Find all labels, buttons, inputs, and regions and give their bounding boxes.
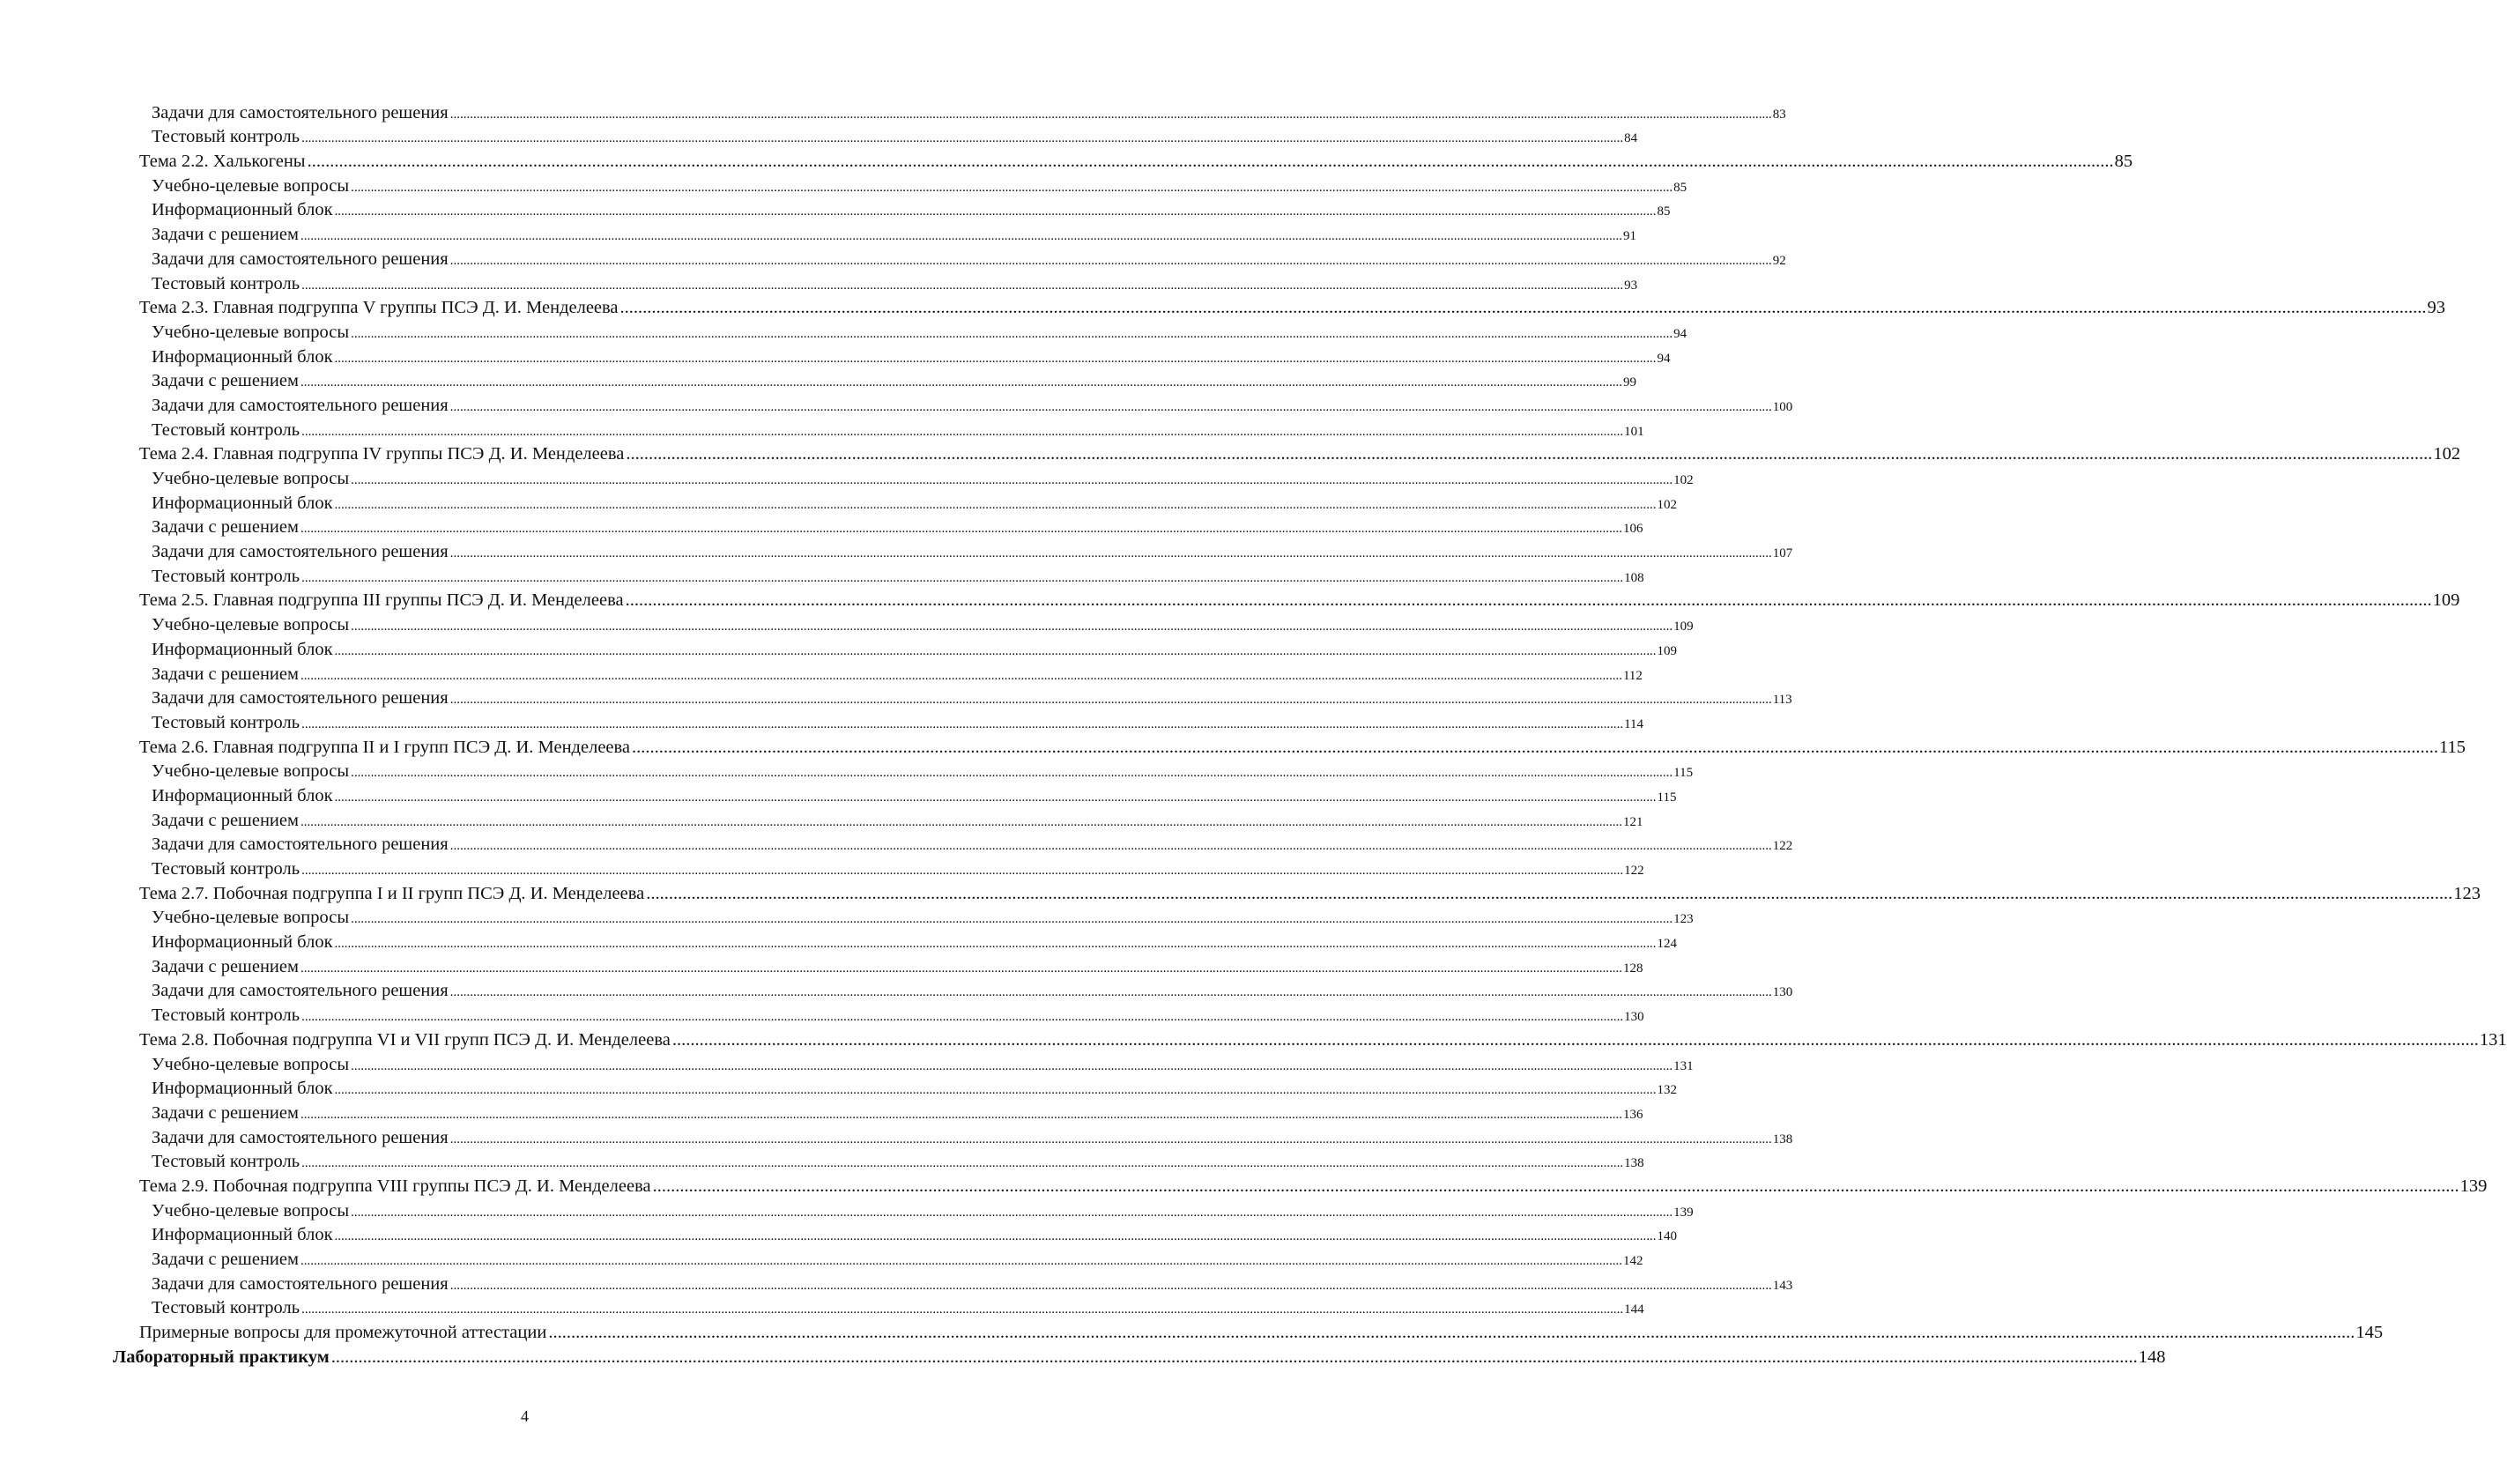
toc-entry[interactable] bbox=[152, 660, 1643, 685]
toc-entry-title: Задачи для самостоятельного решения bbox=[152, 688, 449, 709]
toc-entry-title: Задачи с решением bbox=[152, 225, 299, 245]
toc-entry-title: Тема 2.6. Главная подгруппа II и I групп ПСЭ Д. И. Менделеева bbox=[139, 737, 631, 757]
toc-leader-dots: ................................................................................................................................................................................................................................................................................................................................................................................................................ bbox=[301, 570, 1624, 585]
toc-entry-title: Тестовый контроль bbox=[152, 712, 300, 732]
toc-entry[interactable] bbox=[152, 977, 1793, 1002]
toc-leader-dots: ................................................................................................................................................................................................................................................................................................................................................................................................................ bbox=[300, 668, 1622, 683]
toc-entry[interactable] bbox=[152, 1099, 1643, 1124]
toc-leader-dots: ................................................................................................................................................................................................................................................................................................................................................................................................................ bbox=[334, 937, 1657, 952]
toc-leader-dots: ................................................................................................................................................................................................................................................................................................................................................................................................................ bbox=[300, 1254, 1622, 1268]
toc-entry[interactable] bbox=[152, 489, 1678, 514]
toc-entry-title: Информационный блок bbox=[152, 1225, 333, 1245]
toc-leader-dots: ................................................................................................................................................................................................................................................................................................................................................................................................................ bbox=[626, 444, 2433, 464]
toc-entry-title: Задачи для самостоятельного решения bbox=[152, 835, 449, 855]
toc-entry-title: Информационный блок bbox=[152, 1079, 333, 1099]
toc-leader-dots: ................................................................................................................................................................................................................................................................................................................................................................................................................ bbox=[351, 1205, 1673, 1220]
toc-leader-dots: ................................................................................................................................................................................................................................................................................................................................................................................................................ bbox=[301, 278, 1624, 293]
toc-leader-dots: ................................................................................................................................................................................................................................................................................................................................................................................................................ bbox=[671, 1029, 2479, 1050]
toc-entry[interactable] bbox=[139, 1026, 2507, 1050]
toc-entry[interactable] bbox=[152, 953, 1643, 977]
toc-entry-title: Тестовый контроль bbox=[152, 273, 300, 293]
toc-entry-page: 101 bbox=[1624, 424, 1644, 439]
toc-entry-page: 132 bbox=[1657, 1083, 1678, 1098]
toc-leader-dots: ................................................................................................................................................................................................................................................................................................................................................................................................................ bbox=[301, 1010, 1624, 1025]
toc-entry-page: 109 bbox=[1657, 643, 1678, 658]
toc-entry-title: Тестовый контроль bbox=[152, 419, 300, 440]
toc-entry-page: 93 bbox=[2427, 298, 2446, 318]
toc-entry-title: Информационный блок bbox=[152, 493, 333, 513]
toc-leader-dots: ................................................................................................................................................................................................................................................................................................................................................................................................................ bbox=[300, 814, 1622, 829]
toc-entry-title: Информационный блок bbox=[152, 932, 333, 953]
toc-leader-dots: ................................................................................................................................................................................................................................................................................................................................................................................................................ bbox=[449, 107, 1772, 122]
toc-entry-title: Задачи с решением bbox=[152, 956, 299, 976]
toc-entry-title: Тема 2.9. Побочная подгруппа VIII группы ПСЭ Д. И. Менделеева bbox=[139, 1176, 651, 1196]
toc-entry[interactable] bbox=[152, 709, 1644, 733]
toc-leader-dots: ................................................................................................................................................................................................................................................................................................................................................................................................................ bbox=[449, 546, 1772, 561]
toc-entry-title: Тестовый контроль bbox=[152, 1152, 300, 1172]
toc-entry[interactable] bbox=[152, 1050, 1694, 1075]
toc-entry[interactable] bbox=[152, 1295, 1644, 1319]
toc-leader-dots: ................................................................................................................................................................................................................................................................................................................................................................................................................ bbox=[351, 912, 1673, 927]
toc-entry[interactable] bbox=[152, 514, 1643, 538]
toc-entry-title: Учебно-целевые вопросы bbox=[152, 908, 350, 928]
toc-entry[interactable] bbox=[152, 1124, 1793, 1148]
toc-entry-page: 130 bbox=[1772, 985, 1793, 1000]
toc-entry-page: 85 bbox=[2114, 152, 2133, 172]
toc-entry-title: Тема 2.8. Побочная подгруппа VI и VII групп ПСЭ Д. И. Менделеева bbox=[139, 1029, 671, 1050]
toc-entry-page: 94 bbox=[1673, 326, 1687, 341]
toc-entry-page: 106 bbox=[1622, 522, 1643, 537]
toc-entry-title: Задачи с решением bbox=[152, 810, 299, 830]
toc-entry[interactable] bbox=[152, 806, 1643, 831]
toc-leader-dots: ................................................................................................................................................................................................................................................................................................................................................................................................................ bbox=[351, 473, 1673, 487]
toc-entry-page: 139 bbox=[1673, 1205, 1694, 1220]
toc-entry-title: Тестовый контроль bbox=[152, 127, 300, 147]
toc-entry-page: 144 bbox=[1624, 1302, 1644, 1317]
toc-entry[interactable] bbox=[152, 343, 1671, 367]
toc-entry[interactable] bbox=[152, 758, 1694, 783]
toc-entry[interactable] bbox=[152, 904, 1694, 929]
toc-leader-dots: ................................................................................................................................................................................................................................................................................................................................................................................................................ bbox=[351, 180, 1673, 195]
toc-entry[interactable] bbox=[139, 147, 2133, 172]
toc-entry-title: Учебно-целевые вопросы bbox=[152, 615, 350, 635]
toc-entry-title: Задачи с решением bbox=[152, 1250, 299, 1269]
toc-leader-dots: ................................................................................................................................................................................................................................................................................................................................................................................................................ bbox=[351, 620, 1673, 634]
toc-entry-page: 100 bbox=[1772, 399, 1793, 414]
toc-entry-page: 142 bbox=[1622, 1254, 1643, 1268]
toc-entry-page: 99 bbox=[1622, 375, 1636, 390]
toc-entry-page: 115 bbox=[1673, 766, 1694, 781]
toc-entry-page: 109 bbox=[2432, 590, 2460, 611]
toc-entry-title: Задачи для самостоятельного решения bbox=[152, 1273, 449, 1294]
toc-leader-dots: ................................................................................................................................................................................................................................................................................................................................................................................................................ bbox=[301, 864, 1624, 878]
toc-leader-dots: ................................................................................................................................................................................................................................................................................................................................................................................................................ bbox=[646, 883, 2453, 903]
toc-leader-dots: ................................................................................................................................................................................................................................................................................................................................................................................................................ bbox=[632, 737, 2439, 757]
toc-entry[interactable] bbox=[152, 99, 1786, 123]
toc-leader-dots: ................................................................................................................................................................................................................................................................................................................................................................................................................ bbox=[301, 424, 1624, 439]
toc-entry[interactable] bbox=[152, 391, 1793, 416]
toc-entry[interactable] bbox=[152, 562, 1644, 587]
toc-entry-title: Тема 2.3. Главная подгруппа V группы ПСЭ Д. И. Менделеева bbox=[139, 298, 619, 318]
toc-entry-page: 122 bbox=[1624, 864, 1644, 878]
toc-leader-dots: ................................................................................................................................................................................................................................................................................................................................................................................................................ bbox=[300, 229, 1622, 244]
toc-entry-page: 138 bbox=[1624, 1156, 1644, 1171]
toc-entry[interactable] bbox=[152, 1197, 1694, 1221]
toc-entry[interactable] bbox=[152, 245, 1786, 270]
toc-entry-page: 148 bbox=[2138, 1347, 2166, 1367]
toc-entry-page: 143 bbox=[1772, 1278, 1793, 1293]
toc-entry[interactable] bbox=[152, 538, 1793, 562]
toc-entry[interactable] bbox=[152, 1245, 1643, 1270]
toc-leader-dots: ................................................................................................................................................................................................................................................................................................................................................................................................................ bbox=[351, 326, 1673, 341]
toc-leader-dots: ................................................................................................................................................................................................................................................................................................................................................................................................................ bbox=[334, 497, 1657, 512]
toc-entry[interactable] bbox=[152, 782, 1677, 806]
toc-leader-dots: ................................................................................................................................................................................................................................................................................................................................................................................................................ bbox=[334, 643, 1657, 658]
toc-entry-title: Учебно-целевые вопросы bbox=[152, 761, 350, 782]
toc-entry[interactable] bbox=[152, 464, 1694, 489]
toc-entry[interactable] bbox=[152, 685, 1792, 709]
toc-entry-page: 121 bbox=[1622, 814, 1643, 829]
toc-entry-page: 114 bbox=[1624, 716, 1644, 731]
toc-entry-page: 123 bbox=[1673, 912, 1694, 927]
toc-leader-dots: ................................................................................................................................................................................................................................................................................................................................................................................................................ bbox=[300, 522, 1622, 537]
toc-entry[interactable] bbox=[152, 197, 1671, 221]
toc-entry-title: Тестовый контроль bbox=[152, 1298, 300, 1318]
toc-entry-page: 128 bbox=[1622, 961, 1643, 976]
toc-entry[interactable] bbox=[152, 1270, 1793, 1295]
toc-entry[interactable] bbox=[139, 879, 2481, 904]
toc-entry-page: 130 bbox=[1624, 1010, 1644, 1025]
toc-entry[interactable] bbox=[139, 587, 2460, 612]
toc-entry-page: 113 bbox=[1772, 693, 1792, 708]
toc-entry-title: Тестовый контроль bbox=[152, 1005, 300, 1026]
toc-entry-title: Задачи для самостоятельного решения bbox=[152, 395, 449, 415]
toc-entry-page: 85 bbox=[1657, 204, 1671, 219]
toc-entry-title: Примерные вопросы для промежуточной аттестации bbox=[139, 1323, 547, 1343]
toc-entry[interactable] bbox=[152, 367, 1636, 392]
toc-entry[interactable] bbox=[139, 1318, 2384, 1343]
toc-entry-title: Учебно-целевые вопросы bbox=[152, 1200, 350, 1221]
toc-entry-page: 92 bbox=[1772, 253, 1786, 268]
toc-entry[interactable] bbox=[152, 416, 1644, 441]
toc-leader-dots: ................................................................................................................................................................................................................................................................................................................................................................................................................ bbox=[334, 351, 1657, 366]
toc-entry-title: Информационный блок bbox=[152, 200, 333, 220]
toc-leader-dots: ................................................................................................................................................................................................................................................................................................................................................................................................................ bbox=[300, 961, 1622, 976]
toc-leader-dots: ................................................................................................................................................................................................................................................................................................................................................................................................................ bbox=[300, 1107, 1622, 1122]
toc-leader-dots: ................................................................................................................................................................................................................................................................................................................................................................................................................ bbox=[301, 131, 1624, 146]
toc-entry[interactable] bbox=[152, 831, 1793, 856]
toc-entry[interactable] bbox=[152, 172, 1687, 197]
toc-entry-title: Тема 2.7. Побочная подгруппа I и II групп ПСЭ Д. И. Менделеева bbox=[139, 883, 645, 903]
page-number: 4 bbox=[521, 1407, 529, 1425]
toc-entry-page: 138 bbox=[1772, 1132, 1793, 1146]
toc-entry-page: 109 bbox=[1673, 620, 1694, 634]
toc-entry-title: Задачи для самостоятельного решения bbox=[152, 542, 449, 562]
toc-entry-page: 112 bbox=[1622, 668, 1643, 683]
toc-entry-page: 91 bbox=[1622, 229, 1636, 244]
toc-entry-page: 108 bbox=[1624, 570, 1644, 585]
toc-entry[interactable] bbox=[152, 1148, 1644, 1173]
toc-entry-page: 140 bbox=[1657, 1229, 1678, 1244]
toc-entry[interactable] bbox=[152, 1001, 1644, 1026]
toc-entry[interactable] bbox=[139, 294, 2446, 319]
toc-leader-dots: ................................................................................................................................................................................................................................................................................................................................................................................................................ bbox=[330, 1347, 2138, 1367]
toc-entry-page: 85 bbox=[1673, 180, 1687, 195]
toc-entry-title: Задачи для самостоятельного решения bbox=[152, 102, 449, 122]
toc-entry-page: 145 bbox=[2355, 1323, 2384, 1343]
toc-leader-dots: ................................................................................................................................................................................................................................................................................................................................................................................................................ bbox=[449, 985, 1772, 1000]
toc-entry-title: Информационный блок bbox=[152, 346, 333, 367]
toc-entry[interactable] bbox=[139, 1172, 2488, 1197]
toc-entry[interactable] bbox=[152, 611, 1694, 635]
toc-leader-dots: ................................................................................................................................................................................................................................................................................................................................................................................................................ bbox=[300, 375, 1622, 390]
toc-entry-title: Информационный блок bbox=[152, 639, 333, 659]
toc-entry-page: 124 bbox=[1657, 937, 1678, 952]
toc-leader-dots: ................................................................................................................................................................................................................................................................................................................................................................................................................ bbox=[652, 1176, 2459, 1196]
toc-entry-page: 107 bbox=[1772, 546, 1793, 561]
toc-entry[interactable] bbox=[152, 1221, 1678, 1246]
toc-leader-dots: ................................................................................................................................................................................................................................................................................................................................................................................................................ bbox=[449, 693, 1772, 708]
toc-entry-title: Тестовый контроль bbox=[152, 566, 300, 586]
toc-entry-title: Информационный блок bbox=[152, 785, 333, 805]
toc-entry-title: Учебно-целевые вопросы bbox=[152, 175, 350, 196]
toc-entry-page: 102 bbox=[1673, 473, 1694, 487]
toc-entry-title: Учебно-целевые вопросы bbox=[152, 322, 350, 342]
toc-entry-title: Тема 2.4. Главная подгруппа IV группы ПСЭ Д. И. Менделеева bbox=[139, 444, 625, 464]
toc-entry[interactable] bbox=[152, 928, 1678, 953]
toc-entry-title: Задачи для самостоятельного решения bbox=[152, 1127, 449, 1147]
toc-entry[interactable] bbox=[152, 318, 1687, 343]
toc-leader-dots: ................................................................................................................................................................................................................................................................................................................................................................................................................ bbox=[301, 1156, 1624, 1171]
toc-leader-dots: ................................................................................................................................................................................................................................................................................................................................................................................................................ bbox=[449, 253, 1772, 268]
toc-entry-page: 115 bbox=[2439, 737, 2466, 757]
toc-entry-page: 122 bbox=[1772, 839, 1793, 854]
toc-entry-page: 102 bbox=[2433, 444, 2461, 464]
toc-entry[interactable] bbox=[152, 855, 1644, 879]
toc-entry[interactable] bbox=[113, 1343, 2166, 1368]
toc-entry-page: 102 bbox=[1657, 497, 1678, 512]
toc-leader-dots: ................................................................................................................................................................................................................................................................................................................................................................................................................ bbox=[334, 1083, 1657, 1098]
toc-leader-dots: ................................................................................................................................................................................................................................................................................................................................................................................................................ bbox=[449, 1278, 1772, 1293]
toc-entry-title: Задачи для самостоятельного решения bbox=[152, 981, 449, 1001]
toc-entry[interactable] bbox=[152, 220, 1636, 245]
toc-entry-page: 94 bbox=[1657, 351, 1671, 366]
toc-entry-page: 115 bbox=[1657, 790, 1677, 805]
toc-entry-page: 84 bbox=[1624, 131, 1638, 146]
toc-entry-title: Учебно-целевые вопросы bbox=[152, 1054, 350, 1074]
toc-leader-dots: ................................................................................................................................................................................................................................................................................................................................................................................................................ bbox=[351, 1058, 1673, 1073]
toc-entry-title: Учебно-целевые вопросы bbox=[152, 469, 350, 488]
toc-leader-dots: ................................................................................................................................................................................................................................................................................................................................................................................................................ bbox=[307, 152, 2114, 172]
toc-leader-dots: ................................................................................................................................................................................................................................................................................................................................................................................................................ bbox=[301, 716, 1624, 731]
toc-entry-title: Тема 2.2. Халькогены bbox=[139, 152, 306, 172]
toc-leader-dots: ................................................................................................................................................................................................................................................................................................................................................................................................................ bbox=[334, 1229, 1657, 1244]
toc-entry-title: Задачи с решением bbox=[152, 1102, 299, 1123]
toc-entry-page: 139 bbox=[2459, 1176, 2488, 1196]
toc-leader-dots: ................................................................................................................................................................................................................................................................................................................................................................................................................ bbox=[301, 1302, 1624, 1317]
toc-entry[interactable] bbox=[139, 733, 2466, 758]
toc-entry-title: Задачи для самостоятельного решения bbox=[152, 249, 449, 269]
toc-entry[interactable] bbox=[152, 123, 1638, 148]
toc-leader-dots: ................................................................................................................................................................................................................................................................................................................................................................................................................ bbox=[449, 839, 1772, 854]
toc-entry-title: Задачи с решением bbox=[152, 371, 299, 391]
toc-entry[interactable] bbox=[152, 635, 1678, 660]
toc-leader-dots: ................................................................................................................................................................................................................................................................................................................................................................................................................ bbox=[625, 590, 2432, 611]
toc-entry-page: 123 bbox=[2453, 883, 2481, 903]
toc-entry-title: Тестовый контроль bbox=[152, 859, 300, 879]
toc-entry-page: 136 bbox=[1622, 1107, 1643, 1122]
toc-leader-dots: ................................................................................................................................................................................................................................................................................................................................................................................................................ bbox=[334, 204, 1657, 219]
toc-entry-title: Лабораторный практикум bbox=[113, 1347, 330, 1367]
toc-leader-dots: ................................................................................................................................................................................................................................................................................................................................................................................................................ bbox=[449, 1132, 1772, 1146]
toc-entry[interactable] bbox=[152, 1075, 1678, 1100]
toc-leader-dots: ................................................................................................................................................................................................................................................................................................................................................................................................................ bbox=[449, 399, 1772, 414]
toc-entry[interactable] bbox=[139, 441, 2461, 465]
toc-leader-dots: ................................................................................................................................................................................................................................................................................................................................................................................................................ bbox=[548, 1323, 2355, 1343]
toc-entry-page: 93 bbox=[1624, 278, 1638, 293]
toc-leader-dots: ................................................................................................................................................................................................................................................................................................................................................................................................................ bbox=[351, 766, 1673, 781]
toc-entry-title: Задачи с решением bbox=[152, 664, 299, 684]
toc-entry[interactable] bbox=[152, 270, 1638, 294]
table-of-contents bbox=[0, 99, 2507, 1368]
toc-leader-dots: ................................................................................................................................................................................................................................................................................................................................................................................................................ bbox=[619, 298, 2427, 318]
toc-entry-title: Задачи с решением bbox=[152, 517, 299, 538]
toc-entry-page: 131 bbox=[1673, 1058, 1694, 1073]
toc-entry-page: 131 bbox=[2479, 1029, 2507, 1050]
toc-entry-page: 83 bbox=[1772, 107, 1786, 122]
toc-leader-dots: ................................................................................................................................................................................................................................................................................................................................................................................................................ bbox=[334, 790, 1657, 805]
toc-entry-title: Тема 2.5. Главная подгруппа III группы ПСЭ Д. И. Менделеева bbox=[139, 590, 624, 611]
